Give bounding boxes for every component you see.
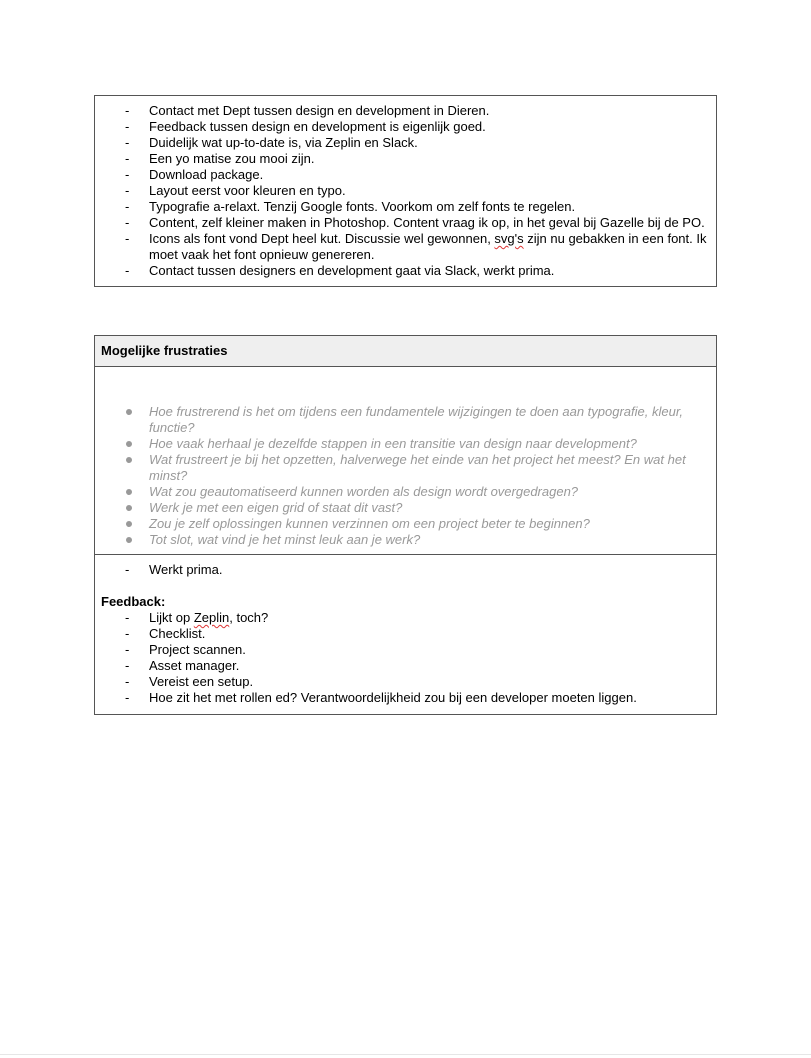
- dash-marker: -: [125, 690, 130, 705]
- list-item: - Duidelijk wat up-to-date is, via Zeplin en Slack.: [125, 135, 418, 150]
- question-item: Tot slot, wat vind je het minst leuk aan je werk?: [101, 532, 710, 548]
- dash-marker: -: [125, 562, 130, 577]
- list-item: - Icons als font vond Dept heel kut. Discussie wel gewonnen, svg's zijn nu gebakken in een font. Ik moet vaak het font opnieuw genereren.: [125, 231, 707, 262]
- list-item: - Project scannen.: [125, 642, 246, 657]
- frustrations-table: [94, 335, 717, 715]
- list-item: - Contact met Dept tussen design en development in Dieren.: [125, 103, 490, 118]
- notes-cell: [95, 96, 716, 286]
- dash-marker: -: [125, 151, 130, 166]
- dash-marker: -: [125, 103, 130, 118]
- bullet-icon: [126, 441, 132, 447]
- feedback-list: [101, 610, 710, 706]
- list-item: - Checklist.: [125, 626, 206, 641]
- question-item: Werk je met een eigen grid of staat dit vast?: [101, 500, 710, 516]
- frustrations-header: Mogelijke frustraties: [95, 336, 716, 367]
- answer-cell: [95, 555, 716, 714]
- questions-list: [101, 404, 710, 548]
- question-item: Hoe vaak herhaal je dezelfde stappen in een transitie van design naar development?: [101, 436, 710, 452]
- bullet-icon: [126, 521, 132, 527]
- dash-marker: -: [125, 231, 130, 246]
- dash-marker: -: [125, 626, 130, 641]
- dash-marker: -: [125, 263, 130, 278]
- dash-marker: -: [125, 642, 130, 657]
- bullet-icon: [126, 409, 132, 415]
- dash-marker: -: [125, 610, 130, 625]
- dash-marker: -: [125, 215, 130, 230]
- list-item: - Typografie a-relaxt. Tenzij Google fonts. Voorkom om zelf fonts te regelen.: [125, 199, 576, 214]
- bullet-icon: [126, 537, 132, 543]
- spellcheck-flagged-word[interactable]: Zeplin: [193, 610, 230, 625]
- answer-list: [101, 562, 710, 578]
- list-item: - Contact tussen designers en development gaat via Slack, werkt prima.: [125, 263, 555, 278]
- question-item: Wat zou geautomatiseerd kunnen worden als design wordt overgedragen?: [101, 484, 710, 500]
- dash-marker: -: [125, 199, 130, 214]
- question-item: Zou je zelf oplossingen kunnen verzinnen om een project beter te beginnen?: [101, 516, 710, 532]
- list-item: - Hoe zit het met rollen ed? Verantwoordelijkheid zou bij een developer moeten liggen.: [125, 690, 637, 705]
- notes-list: [101, 103, 710, 279]
- page-bottom-edge: [0, 1054, 811, 1055]
- questions-cell: [95, 367, 716, 555]
- dash-marker: -: [125, 135, 130, 150]
- question-item: Hoe frustrerend is het om tijdens een fundamentele wijzigingen te doen aan typografie, kleur, functie?: [101, 404, 710, 436]
- question-item: Wat frustreert je bij het opzetten, halverwege het einde van het project het meest? En wat het minst?: [101, 452, 710, 484]
- spacer: [101, 578, 710, 594]
- list-item: - Werkt prima.: [125, 562, 223, 577]
- feedback-title: Feedback:: [101, 594, 166, 609]
- bullet-icon: [126, 505, 132, 511]
- list-item: - Download package.: [125, 167, 264, 182]
- dash-marker: -: [125, 119, 130, 134]
- dash-marker: -: [125, 167, 130, 182]
- list-item: - Een yo matise zou mooi zijn.: [125, 151, 315, 166]
- dash-marker: -: [125, 183, 130, 198]
- list-item: - Vereist een setup.: [125, 674, 254, 689]
- list-item: - Layout eerst voor kleuren en typo.: [125, 183, 346, 198]
- dash-marker: -: [125, 658, 130, 673]
- list-item: - Content, zelf kleiner maken in Photoshop. Content vraag ik op, in het geval bij Gazelle bij de PO.: [125, 215, 705, 230]
- notes-table: [94, 95, 717, 287]
- spellcheck-flagged-word[interactable]: svg's: [494, 231, 524, 246]
- bullet-icon: [126, 457, 132, 463]
- list-item: - Lijkt op Zeplin, toch?: [125, 610, 269, 625]
- bullet-icon: [126, 489, 132, 495]
- dash-marker: -: [125, 674, 130, 689]
- list-item: - Feedback tussen design en development is eigenlijk goed.: [125, 119, 486, 134]
- list-item: - Asset manager.: [125, 658, 240, 673]
